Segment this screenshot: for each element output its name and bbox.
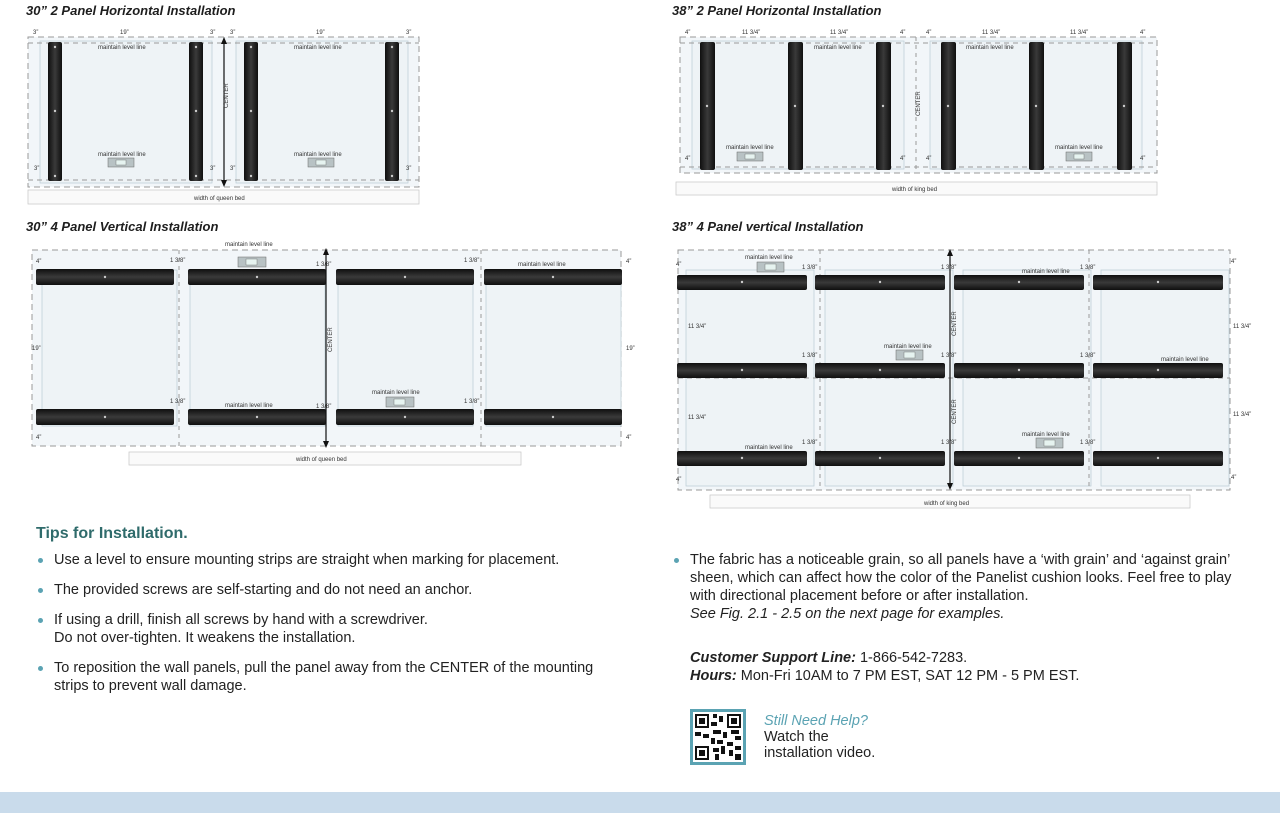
- tips-list-left: [36, 551, 596, 707]
- dim-label: 3”: [34, 166, 40, 172]
- center-label: CENTER: [952, 399, 958, 424]
- center-label: CENTER: [952, 311, 958, 336]
- figure-reference-note: See Fig. 2.1 - 2.5 on the next page for examples.: [690, 606, 1005, 622]
- dim-label: 11 3/4”: [1233, 412, 1252, 418]
- level-tool-icon: [1066, 152, 1092, 161]
- watch-video-text[interactable]: Watch the: [764, 729, 829, 745]
- dim-label: 1 3/8”: [941, 353, 957, 359]
- hours-value: Mon-Fri 10AM to 7 PM EST, SAT 12 PM - 5 PM EST.: [736, 668, 1080, 684]
- dim-label: 19”: [626, 346, 635, 352]
- dim-label: 1 3/8”: [170, 399, 186, 405]
- dim-label: 1 3/8”: [316, 404, 332, 410]
- level-label: maintain level line: [814, 45, 862, 51]
- level-tool-icon: [757, 262, 784, 272]
- dim-label: 11 3/4”: [830, 30, 849, 36]
- tip-item: If using a drill, finish all screws by hand with a screwdriver. Do not over-tighten. It weakens the installation.: [36, 611, 596, 647]
- dim-label: 1 3/8”: [1080, 353, 1096, 359]
- dim-label: 1 3/8”: [1080, 265, 1096, 271]
- level-label: maintain level line: [1022, 432, 1070, 438]
- level-label: maintain level line: [294, 152, 342, 158]
- dim-label: 4”: [676, 262, 682, 268]
- level-label: maintain level line: [884, 344, 932, 350]
- dim-label: 4”: [626, 259, 632, 265]
- level-tool-icon: [238, 257, 266, 267]
- dim-label: 1 3/8”: [802, 440, 818, 446]
- dim-label: 4”: [36, 435, 42, 441]
- level-label: maintain level line: [1055, 145, 1103, 151]
- center-label: CENTER: [916, 91, 922, 116]
- dim-label: 4”: [900, 156, 906, 162]
- bed-width-label: width of queen bed: [296, 457, 347, 463]
- level-label: maintain level line: [726, 145, 774, 151]
- bed-width-label: width of queen bed: [194, 196, 245, 202]
- dim-label: 1 3/8”: [170, 258, 186, 264]
- dim-label: 3”: [33, 30, 39, 36]
- footer-bar: [0, 792, 1280, 813]
- dim-label: 3”: [406, 30, 412, 36]
- level-tool-icon: [108, 158, 134, 167]
- dim-label: 19”: [316, 30, 325, 36]
- level-tool-icon: [1036, 438, 1063, 448]
- qr-code-icon[interactable]: [690, 709, 746, 765]
- hours-label: Hours:: [690, 668, 737, 684]
- dim-label: 4”: [685, 156, 691, 162]
- dim-label: 3”: [210, 30, 216, 36]
- figure-title-30-2-horizontal: 30” 2 Panel Horizontal Installation: [26, 3, 236, 18]
- dim-label: 4”: [926, 30, 932, 36]
- level-label: maintain level line: [1161, 357, 1209, 363]
- center-label: CENTER: [224, 83, 230, 108]
- bed-width-label: width of king bed: [924, 501, 970, 507]
- dim-label: 1 3/8”: [464, 399, 480, 405]
- level-label: maintain level line: [98, 45, 146, 51]
- dim-label: 4”: [1140, 156, 1146, 162]
- dim-label: 4”: [626, 435, 632, 441]
- dim-label: 11 3/4”: [742, 30, 761, 36]
- grain-tip-text: The fabric has a noticeable grain, so all panels have a ‘with grain’ and ‘against grain’ sheen, which can affect how the color of the Panelist cushion looks. Feel free to play with directional placement before or after installation.: [690, 552, 1232, 604]
- figure-title-38-2-horizontal: 38” 2 Panel Horizontal Installation: [672, 3, 882, 18]
- figure-30-4-vertical: [32, 242, 635, 465]
- dim-label: 4”: [1140, 30, 1146, 36]
- support-line-label: Customer Support Line:: [690, 650, 856, 666]
- level-tool-icon: [896, 350, 923, 360]
- level-tool-icon: [308, 158, 334, 167]
- dim-label: 11 3/4”: [688, 324, 707, 330]
- tip-item: [672, 551, 1232, 623]
- watch-video-text[interactable]: installation video.: [764, 745, 876, 761]
- level-label: maintain level line: [1022, 269, 1070, 275]
- dim-label: 1 3/8”: [802, 265, 818, 271]
- dim-label: 11 3/4”: [1233, 324, 1252, 330]
- still-need-help-text: Still Need Help?: [764, 713, 868, 729]
- dim-label: 4”: [1231, 475, 1237, 481]
- customer-support: [690, 649, 1079, 685]
- dim-label: 3”: [406, 166, 412, 172]
- dim-label: 19”: [120, 30, 129, 36]
- center-label: CENTER: [328, 327, 334, 352]
- dim-label: 3”: [230, 166, 236, 172]
- dim-label: 11 3/4”: [982, 30, 1001, 36]
- level-label: maintain level line: [225, 403, 273, 409]
- level-label: maintain level line: [294, 45, 342, 51]
- level-tool-icon: [386, 397, 414, 407]
- level-tool-icon: [737, 152, 763, 161]
- dim-label: 1 3/8”: [941, 265, 957, 271]
- dim-label: 3”: [210, 166, 216, 172]
- dim-label: 3”: [230, 30, 236, 36]
- bed-width-label: width of king bed: [892, 187, 938, 193]
- dim-label: 11 3/4”: [688, 415, 707, 421]
- level-label: maintain level line: [225, 242, 273, 248]
- figure-title-38-4-vertical: 38” 4 Panel vertical Installation: [672, 219, 864, 234]
- level-label: maintain level line: [745, 445, 793, 451]
- tips-heading: Tips for Installation.: [36, 525, 188, 542]
- tip-item: The provided screws are self-starting and do not need an anchor.: [36, 581, 596, 599]
- dim-label: 11 3/4”: [1070, 30, 1089, 36]
- figure-38-2-horizontal: [676, 30, 1157, 195]
- tips-list-right: [672, 551, 1232, 635]
- dim-label: 1 3/8”: [464, 258, 480, 264]
- tip-item: Use a level to ensure mounting strips are straight when marking for placement.: [36, 551, 596, 569]
- dim-label: 1 3/8”: [316, 262, 332, 268]
- figure-title-30-4-vertical: 30” 4 Panel Vertical Installation: [26, 219, 219, 234]
- dim-label: 1 3/8”: [802, 353, 818, 359]
- level-label: maintain level line: [98, 152, 146, 158]
- dim-label: 4”: [676, 477, 682, 483]
- dim-label: 4”: [685, 30, 691, 36]
- level-label: maintain level line: [518, 262, 566, 268]
- dim-label: 1 3/8”: [1080, 440, 1096, 446]
- level-label: maintain level line: [372, 390, 420, 396]
- dim-label: 1 3/8”: [941, 440, 957, 446]
- tip-item: To reposition the wall panels, pull the panel away from the CENTER of the mounting strips to prevent wall damage.: [36, 659, 596, 695]
- figure-30-2-horizontal: [28, 30, 419, 204]
- dim-label: 4”: [1231, 259, 1237, 265]
- level-label: maintain level line: [966, 45, 1014, 51]
- figure-38-4-vertical: [676, 249, 1251, 508]
- help-section: [764, 713, 875, 761]
- dim-label: 4”: [926, 156, 932, 162]
- dim-label: 4”: [36, 259, 42, 265]
- dim-label: 19”: [32, 346, 41, 352]
- support-phone: 1-866-542-7283.: [855, 650, 968, 666]
- dim-label: 4”: [900, 30, 906, 36]
- level-label: maintain level line: [745, 255, 793, 261]
